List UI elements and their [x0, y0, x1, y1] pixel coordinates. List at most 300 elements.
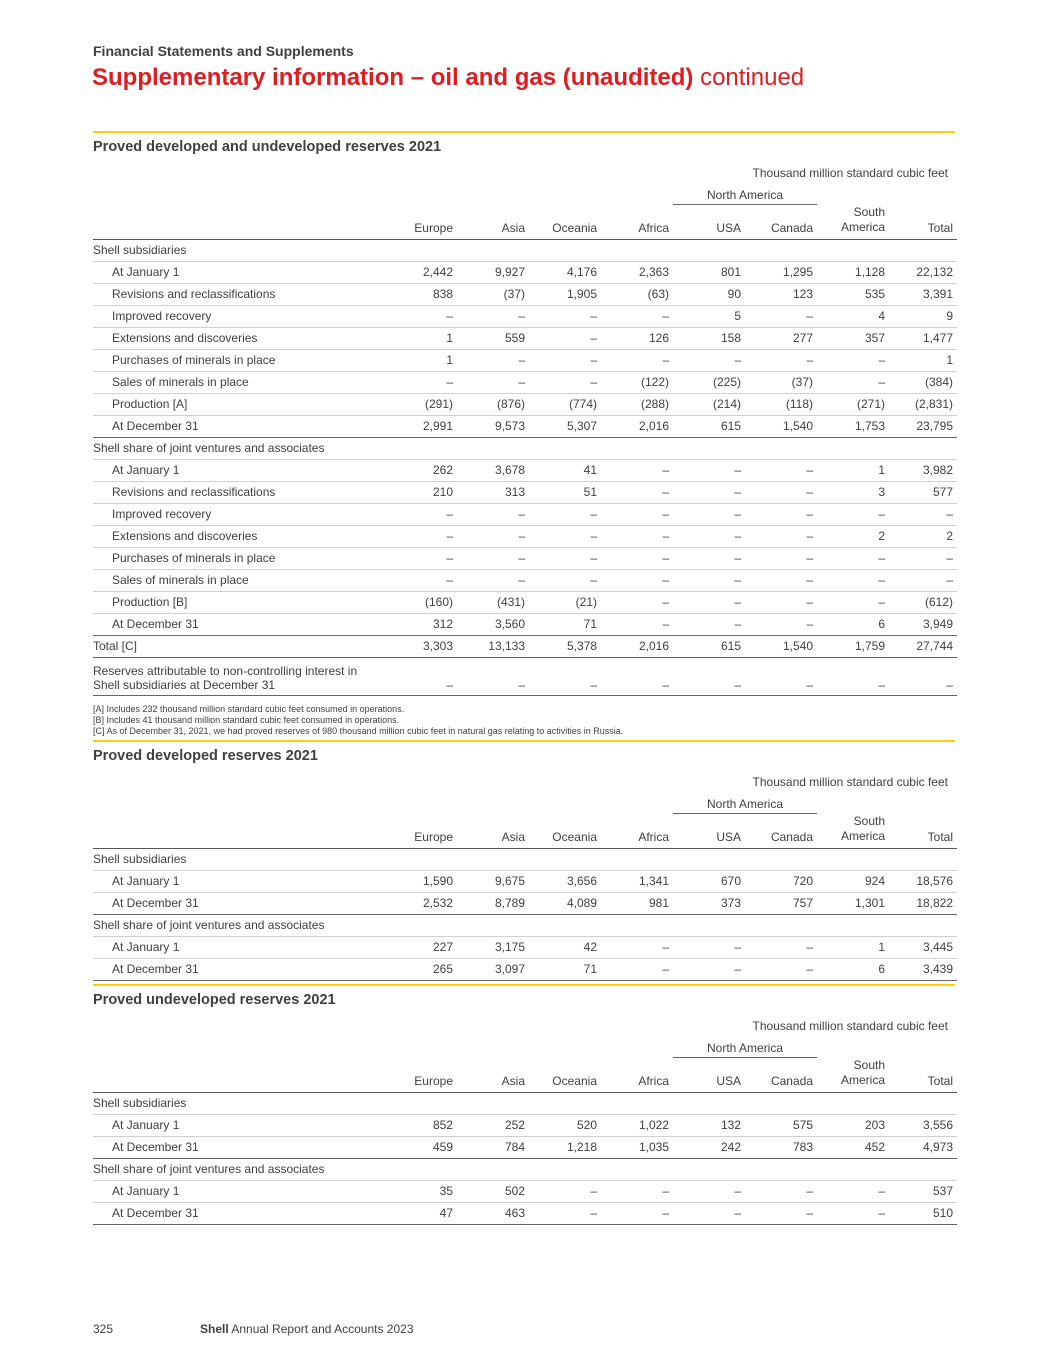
- cell-value: –: [457, 349, 529, 371]
- cell-value: 801: [673, 261, 745, 283]
- cell-value: –: [817, 591, 889, 613]
- cell-value: 1,905: [529, 283, 601, 305]
- group-label: Shell subsidiaries: [93, 1092, 957, 1114]
- table-row: [93, 371, 957, 393]
- row-label: At December 31: [93, 613, 385, 635]
- cell-value: 615: [673, 635, 745, 657]
- cell-value: –: [745, 305, 817, 327]
- cell-value: 1,590: [385, 870, 457, 892]
- group-header-row: [93, 848, 957, 870]
- cell-value: (214): [673, 393, 745, 415]
- cell-value: –: [817, 569, 889, 591]
- row-label: At December 31: [93, 1202, 385, 1224]
- cell-value: 4: [817, 305, 889, 327]
- cell-value: 575: [745, 1114, 817, 1136]
- row-label: At January 1: [93, 1180, 385, 1202]
- cell-value: –: [601, 459, 673, 481]
- col-usa: USA: [716, 1073, 742, 1088]
- group-label: Shell share of joint ventures and associates: [93, 1158, 957, 1180]
- cell-value: (37): [457, 283, 529, 305]
- cell-value: –: [385, 657, 457, 695]
- cell-value: 1,540: [745, 635, 817, 657]
- col-asia: Asia: [501, 220, 525, 235]
- cell-value: –: [817, 503, 889, 525]
- row-label: At December 31: [93, 892, 385, 914]
- cell-value: –: [745, 657, 817, 695]
- cell-value: –: [817, 1180, 889, 1202]
- cell-value: 158: [673, 327, 745, 349]
- cell-value: 3,556: [889, 1114, 957, 1136]
- cell-value: 123: [745, 283, 817, 305]
- cell-value: 1,341: [601, 870, 673, 892]
- cell-value: 1,218: [529, 1136, 601, 1158]
- north-america-header: North America: [673, 184, 817, 205]
- cell-value: 5,307: [529, 415, 601, 437]
- row-label: Improved recovery: [93, 503, 385, 525]
- cell-value: 9,675: [457, 870, 529, 892]
- col-usa: USA: [716, 220, 742, 235]
- table-row: [93, 870, 957, 892]
- table-row: [93, 958, 957, 980]
- cell-value: 71: [529, 958, 601, 980]
- cell-value: 3,656: [529, 870, 601, 892]
- cell-value: 1: [817, 936, 889, 958]
- row-label: Total [C]: [93, 635, 385, 657]
- cell-value: –: [745, 503, 817, 525]
- cell-value: –: [745, 481, 817, 503]
- cell-value: 2,532: [385, 892, 457, 914]
- cell-value: (2,831): [889, 393, 957, 415]
- row-label: Purchases of minerals in place: [93, 349, 385, 371]
- cell-value: 559: [457, 327, 529, 349]
- cell-value: 18,822: [889, 892, 957, 914]
- cell-value: –: [745, 459, 817, 481]
- cell-value: –: [745, 349, 817, 371]
- col-south-america: South America: [841, 204, 886, 234]
- cell-value: –: [601, 481, 673, 503]
- cell-value: –: [673, 569, 745, 591]
- table-row: [93, 591, 957, 613]
- col-south-america: South America: [841, 813, 886, 843]
- cell-value: 3: [817, 481, 889, 503]
- note-b: [B] Includes 41 thousand million standard cubic feet consumed in operations.: [93, 714, 400, 725]
- cell-value: –: [673, 503, 745, 525]
- footer-brand: [200, 1322, 414, 1336]
- cell-value: 90: [673, 283, 745, 305]
- row-label: Production [B]: [93, 591, 385, 613]
- cell-value: –: [529, 1180, 601, 1202]
- cell-value: 9: [889, 305, 957, 327]
- col-canada: Canada: [770, 829, 814, 844]
- table2-block: [93, 740, 955, 981]
- cell-value: –: [601, 569, 673, 591]
- north-america-header: North America: [673, 1037, 817, 1058]
- cell-value: –: [529, 327, 601, 349]
- cell-value: 502: [457, 1180, 529, 1202]
- row-label: At January 1: [93, 1114, 385, 1136]
- row-label: At January 1: [93, 936, 385, 958]
- table1-body: [93, 239, 957, 695]
- row-label: Revisions and reclassifications: [93, 283, 385, 305]
- table3: [93, 1037, 957, 1225]
- cell-value: –: [457, 657, 529, 695]
- col-asia: Asia: [501, 829, 525, 844]
- cell-value: 210: [385, 481, 457, 503]
- note-a: [A] Includes 232 thousand million standard cubic feet consumed in operations.: [93, 703, 405, 714]
- table-row: [93, 503, 957, 525]
- cell-value: 51: [529, 481, 601, 503]
- cell-value: 5: [673, 305, 745, 327]
- cell-value: 41: [529, 459, 601, 481]
- cell-value: (612): [889, 591, 957, 613]
- row-label: Extensions and discoveries: [93, 525, 385, 547]
- table-row: [93, 349, 957, 371]
- cell-value: 520: [529, 1114, 601, 1136]
- col-europe: Europe: [414, 1073, 453, 1088]
- cell-value: –: [817, 547, 889, 569]
- cell-value: –: [817, 349, 889, 371]
- group-header-row: [93, 437, 957, 459]
- cell-value: –: [457, 305, 529, 327]
- cell-value: 18,576: [889, 870, 957, 892]
- group-header-row: [93, 1158, 957, 1180]
- table-row: [93, 1180, 957, 1202]
- cell-value: –: [889, 547, 957, 569]
- cell-value: –: [529, 503, 601, 525]
- cell-value: –: [745, 936, 817, 958]
- cell-value: –: [601, 547, 673, 569]
- cell-value: –: [673, 349, 745, 371]
- cell-value: 1,301: [817, 892, 889, 914]
- cell-value: (37): [745, 371, 817, 393]
- table-row: [93, 1202, 957, 1224]
- cell-value: 3,303: [385, 635, 457, 657]
- cell-value: –: [457, 547, 529, 569]
- row-label: At December 31: [93, 415, 385, 437]
- cell-value: 3,560: [457, 613, 529, 635]
- cell-value: –: [817, 1202, 889, 1224]
- cell-value: 132: [673, 1114, 745, 1136]
- cell-value: 1,753: [817, 415, 889, 437]
- cell-value: –: [529, 1202, 601, 1224]
- cell-value: 2,442: [385, 261, 457, 283]
- table3-units: Thousand million standard cubic feet: [752, 1019, 948, 1033]
- cell-value: –: [817, 657, 889, 695]
- row-label: Improved recovery: [93, 305, 385, 327]
- cell-value: –: [601, 591, 673, 613]
- table-row: [93, 327, 957, 349]
- cell-value: 6: [817, 958, 889, 980]
- table1-notes: [93, 704, 955, 737]
- cell-value: 784: [457, 1136, 529, 1158]
- col-oceania: Oceania: [552, 220, 597, 235]
- cell-value: 4,973: [889, 1136, 957, 1158]
- cell-value: 1: [889, 349, 957, 371]
- cell-value: –: [601, 525, 673, 547]
- cell-value: 27,744: [889, 635, 957, 657]
- cell-value: –: [457, 503, 529, 525]
- table1: [93, 184, 957, 696]
- group-label: Shell share of joint ventures and associates: [93, 914, 957, 936]
- table1-block: [93, 131, 955, 737]
- cell-value: (122): [601, 371, 673, 393]
- table2-body: [93, 848, 957, 980]
- cell-value: –: [889, 657, 957, 695]
- cell-value: –: [601, 349, 673, 371]
- cell-value: (288): [601, 393, 673, 415]
- cell-value: 510: [889, 1202, 957, 1224]
- cell-value: –: [457, 371, 529, 393]
- cell-value: 9,927: [457, 261, 529, 283]
- cell-value: 242: [673, 1136, 745, 1158]
- cell-value: –: [745, 958, 817, 980]
- cell-value: –: [601, 613, 673, 635]
- cell-value: 1,759: [817, 635, 889, 657]
- cell-value: 535: [817, 283, 889, 305]
- cell-value: 3,949: [889, 613, 957, 635]
- cell-value: (63): [601, 283, 673, 305]
- page-title-suffix: continued: [700, 64, 805, 91]
- cell-value: 463: [457, 1202, 529, 1224]
- cell-value: 838: [385, 283, 457, 305]
- cell-value: –: [529, 569, 601, 591]
- cell-value: (774): [529, 393, 601, 415]
- cell-value: 981: [601, 892, 673, 914]
- cell-value: 1,035: [601, 1136, 673, 1158]
- cell-value: 277: [745, 327, 817, 349]
- table-row: [93, 1136, 957, 1158]
- report-name: Annual Report and Accounts 2023: [231, 1322, 414, 1336]
- cell-value: –: [673, 936, 745, 958]
- row-label: Production [A]: [93, 393, 385, 415]
- table-row: [93, 613, 957, 635]
- col-total: Total: [927, 1073, 954, 1088]
- table-row: [93, 415, 957, 437]
- table1-units: Thousand million standard cubic feet: [752, 166, 948, 180]
- cell-value: 42: [529, 936, 601, 958]
- cell-value: 2,991: [385, 415, 457, 437]
- cell-value: –: [601, 1180, 673, 1202]
- cell-value: –: [601, 305, 673, 327]
- cell-value: 783: [745, 1136, 817, 1158]
- cell-value: –: [673, 1180, 745, 1202]
- cell-value: –: [673, 613, 745, 635]
- cell-value: –: [457, 569, 529, 591]
- cell-value: –: [745, 547, 817, 569]
- cell-value: –: [529, 525, 601, 547]
- cell-value: 720: [745, 870, 817, 892]
- cell-value: 1: [385, 327, 457, 349]
- page-title: [92, 64, 804, 92]
- row-label: Extensions and discoveries: [93, 327, 385, 349]
- cell-value: 71: [529, 613, 601, 635]
- table-row: [93, 657, 957, 695]
- cell-value: 3,678: [457, 459, 529, 481]
- cell-value: (160): [385, 591, 457, 613]
- cell-value: (876): [457, 393, 529, 415]
- cell-value: 1: [817, 459, 889, 481]
- cell-value: –: [673, 547, 745, 569]
- cell-value: 3,439: [889, 958, 957, 980]
- table3-title: Proved undeveloped reserves 2021: [93, 992, 336, 1008]
- cell-value: 265: [385, 958, 457, 980]
- cell-value: 357: [817, 327, 889, 349]
- cell-value: 4,089: [529, 892, 601, 914]
- cell-value: –: [385, 503, 457, 525]
- col-africa: Africa: [638, 220, 670, 235]
- row-label: At December 31: [93, 1136, 385, 1158]
- row-label: At January 1: [93, 261, 385, 283]
- table-row: [93, 936, 957, 958]
- cell-value: –: [673, 591, 745, 613]
- cell-value: –: [385, 547, 457, 569]
- cell-value: 1,540: [745, 415, 817, 437]
- cell-value: 2: [889, 525, 957, 547]
- cell-value: 3,391: [889, 283, 957, 305]
- row-label: Reserves attributable to non-controlling interest in Shell subsidiaries at December 31: [93, 657, 385, 695]
- cell-value: 1: [385, 349, 457, 371]
- cell-value: (21): [529, 591, 601, 613]
- cell-value: –: [529, 547, 601, 569]
- cell-value: 2,016: [601, 415, 673, 437]
- cell-value: –: [529, 349, 601, 371]
- cell-value: –: [529, 657, 601, 695]
- cell-value: 312: [385, 613, 457, 635]
- cell-value: 203: [817, 1114, 889, 1136]
- table2: [93, 793, 957, 981]
- group-header-row: [93, 239, 957, 261]
- cell-value: (118): [745, 393, 817, 415]
- cell-value: –: [673, 459, 745, 481]
- col-south-america: South America: [841, 1057, 886, 1087]
- row-label: Sales of minerals in place: [93, 371, 385, 393]
- row-label: Sales of minerals in place: [93, 569, 385, 591]
- table-row: [93, 547, 957, 569]
- cell-value: 6: [817, 613, 889, 635]
- cell-value: –: [385, 371, 457, 393]
- table-row: [93, 283, 957, 305]
- cell-value: 4,176: [529, 261, 601, 283]
- cell-value: 1,477: [889, 327, 957, 349]
- cell-value: 373: [673, 892, 745, 914]
- table-row: [93, 481, 957, 503]
- table-row: [93, 569, 957, 591]
- cell-value: (431): [457, 591, 529, 613]
- col-europe: Europe: [414, 220, 453, 235]
- cell-value: –: [673, 958, 745, 980]
- cell-value: 262: [385, 459, 457, 481]
- cell-value: 615: [673, 415, 745, 437]
- cell-value: –: [745, 591, 817, 613]
- cell-value: (271): [817, 393, 889, 415]
- cell-value: –: [529, 305, 601, 327]
- cell-value: 252: [457, 1114, 529, 1136]
- row-label: At December 31: [93, 958, 385, 980]
- cell-value: –: [601, 936, 673, 958]
- cell-value: –: [745, 525, 817, 547]
- cell-value: –: [745, 1202, 817, 1224]
- page-number: 325: [93, 1322, 114, 1336]
- cell-value: 2,016: [601, 635, 673, 657]
- cell-value: –: [601, 657, 673, 695]
- cell-value: 452: [817, 1136, 889, 1158]
- cell-value: 227: [385, 936, 457, 958]
- table-row: [93, 261, 957, 283]
- column-header-row: [93, 205, 957, 240]
- cell-value: –: [745, 1180, 817, 1202]
- cell-value: 35: [385, 1180, 457, 1202]
- col-europe: Europe: [414, 829, 453, 844]
- table-row: [93, 459, 957, 481]
- col-total: Total: [927, 829, 954, 844]
- cell-value: 670: [673, 870, 745, 892]
- col-asia: Asia: [501, 1073, 525, 1088]
- cell-value: 537: [889, 1180, 957, 1202]
- row-label: At January 1: [93, 459, 385, 481]
- cell-value: 47: [385, 1202, 457, 1224]
- table-row: [93, 892, 957, 914]
- col-oceania: Oceania: [552, 829, 597, 844]
- cell-value: –: [889, 503, 957, 525]
- north-america-header: North America: [673, 793, 817, 814]
- col-total: Total: [927, 220, 954, 235]
- cell-value: 3,445: [889, 936, 957, 958]
- group-label: Shell subsidiaries: [93, 239, 957, 261]
- cell-value: –: [889, 569, 957, 591]
- group-header-row: [93, 1092, 957, 1114]
- table3-body: [93, 1092, 957, 1224]
- cell-value: –: [601, 503, 673, 525]
- cell-value: –: [745, 569, 817, 591]
- cell-value: 13,133: [457, 635, 529, 657]
- cell-value: 3,175: [457, 936, 529, 958]
- row-label: Revisions and reclassifications: [93, 481, 385, 503]
- col-oceania: Oceania: [552, 1073, 597, 1088]
- cell-value: 126: [601, 327, 673, 349]
- col-canada: Canada: [770, 220, 814, 235]
- cell-value: 2: [817, 525, 889, 547]
- cell-value: 8,789: [457, 892, 529, 914]
- cell-value: 577: [889, 481, 957, 503]
- cell-value: –: [817, 371, 889, 393]
- brand-name: Shell: [200, 1322, 229, 1336]
- group-label: Shell share of joint ventures and associates: [93, 437, 957, 459]
- table-row: [93, 635, 957, 657]
- col-canada: Canada: [770, 1073, 814, 1088]
- table2-units: Thousand million standard cubic feet: [752, 775, 948, 789]
- cell-value: 22,132: [889, 261, 957, 283]
- page-title-main: Supplementary information – oil and gas (unaudited): [92, 64, 694, 91]
- group-label: Shell subsidiaries: [93, 848, 957, 870]
- cell-value: 9,573: [457, 415, 529, 437]
- column-header-row: [93, 1058, 957, 1093]
- cell-value: 2,363: [601, 261, 673, 283]
- cell-value: 852: [385, 1114, 457, 1136]
- table1-title: Proved developed and undeveloped reserves 2021: [93, 139, 442, 155]
- cell-value: –: [385, 569, 457, 591]
- cell-value: –: [601, 1202, 673, 1224]
- cell-value: 313: [457, 481, 529, 503]
- cell-value: 5,378: [529, 635, 601, 657]
- cell-value: –: [673, 525, 745, 547]
- cell-value: 23,795: [889, 415, 957, 437]
- cell-value: 1,022: [601, 1114, 673, 1136]
- cell-value: –: [673, 481, 745, 503]
- col-africa: Africa: [638, 829, 670, 844]
- cell-value: –: [529, 371, 601, 393]
- col-africa: Africa: [638, 1073, 670, 1088]
- table-row: [93, 1114, 957, 1136]
